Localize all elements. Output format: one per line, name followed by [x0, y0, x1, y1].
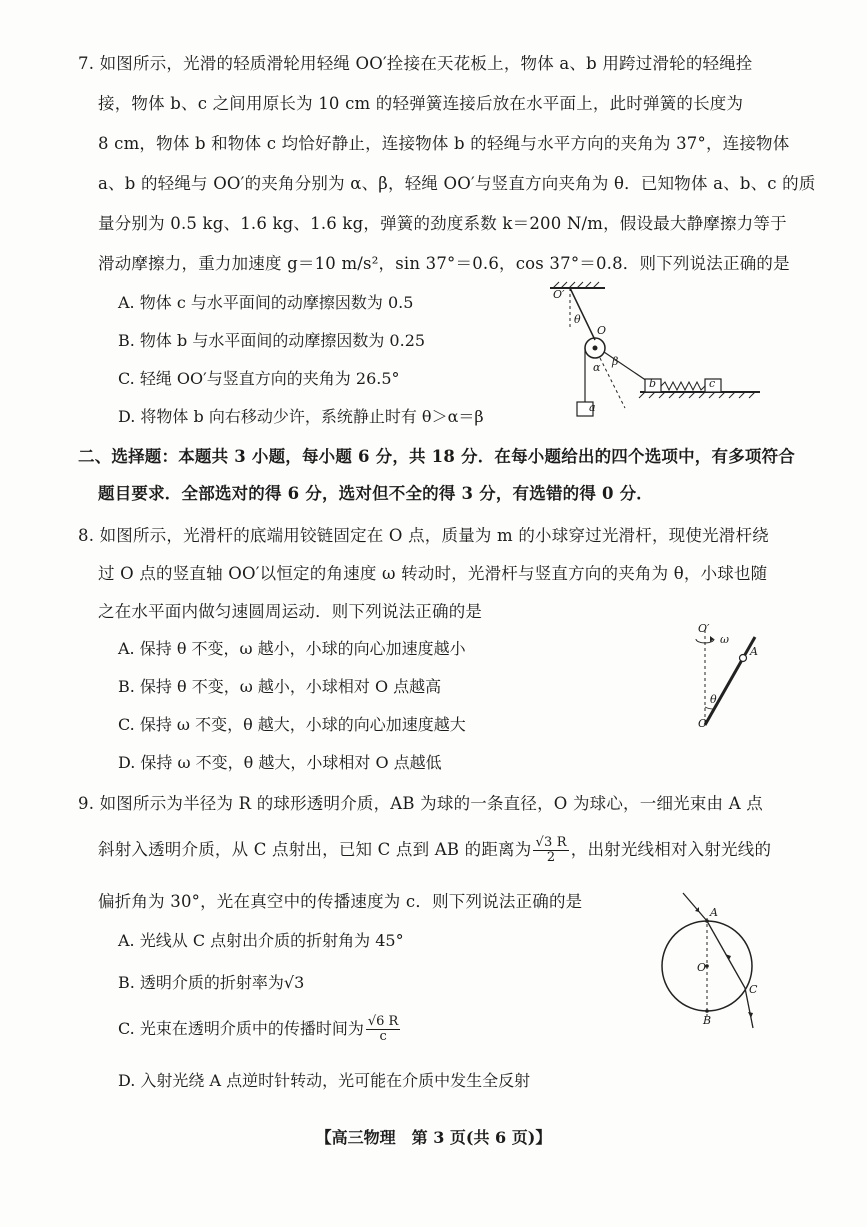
q9-figure — [655, 888, 785, 1038]
section2-line-1: 二、选择题：本题共 3 小题，每小题 6 分，共 18 分．在每小题给出的四个选项中，有多项符合 — [78, 447, 795, 466]
q7-label-alpha: α — [593, 361, 601, 374]
q7-line-4: a、b 的轻绳与 OO′的夹角分别为 α、β，轻绳 OO′与竖直方向夹角为 θ．已知物体 a、b、c 的质 — [98, 174, 816, 193]
q7-label-o: O — [597, 324, 607, 337]
q9-option-b: B. 透明介质的折射率为√3 — [118, 973, 305, 992]
page-footer: 【高三物理 第 3 页(共 6 页)】 — [315, 1128, 552, 1147]
q9-time-numerator: √6 R — [367, 1014, 399, 1029]
q8-option-c: C. 保持 ω 不变，θ 越大，小球的向心加速度越大 — [118, 715, 466, 734]
q7-label-c: c — [709, 377, 716, 390]
q8-label-a: A — [750, 645, 758, 658]
q8-label-o: O — [698, 717, 708, 730]
q9-time-denominator: c — [379, 1029, 387, 1044]
section2-line-2: 题目要求．全部选对的得 6 分，选对但不全的得 3 分，有选错的得 0 分． — [98, 484, 654, 503]
q7-line-1: 7. 如图所示，光滑的轻质滑轮用轻绳 OO′拴接在天花板上，物体 a、b 用跨过滑轮的轻绳拴 — [78, 54, 753, 73]
q9-label-o: O — [697, 961, 707, 974]
q7-label-theta: θ — [574, 313, 581, 326]
q9-label-b: B — [703, 1014, 712, 1027]
q8-line-1: 8. 如图所示，光滑杆的底端用铰链固定在 O 点，质量为 m 的小球穿过光滑杆，现使光滑杆绕 — [78, 526, 769, 545]
q8-option-d: D. 保持 ω 不变，θ 越大，小球相对 O 点越低 — [118, 753, 442, 772]
q9-option-d: D. 入射光绕 A 点逆时针转动，光可能在介质中发生全反射 — [118, 1071, 531, 1090]
q7-option-d: D. 将物体 b 向右移动少许，系统静止时有 θ＞α＝β — [118, 407, 484, 426]
q9-time-fraction — [366, 1015, 400, 1044]
q8-label-o-prime: O′ — [698, 622, 710, 635]
q9-option-c-pre: C. 光束在透明介质中的传播时间为 — [118, 1019, 364, 1038]
q7-label-o-prime: O′ — [553, 288, 565, 301]
q7-line-3: 8 cm，物体 b 和物体 c 均恰好静止，连接物体 b 的轻绳与水平方向的夹角为 37°，连接物体 — [98, 134, 790, 153]
q8-option-a: A. 保持 θ 不变，ω 越小，小球的向心加速度越小 — [118, 639, 466, 658]
q9-line-2-post: ，出射光线相对入射光线的 — [570, 840, 772, 859]
q7-figure — [545, 280, 775, 430]
q9-label-c: C — [749, 983, 758, 996]
q8-line-3: 之在水平面内做匀速圆周运动．则下列说法正确的是 — [98, 602, 483, 621]
q7-option-b: B. 物体 b 与水平面间的动摩擦因数为 0.25 — [118, 331, 426, 350]
q9-line-2 — [98, 836, 771, 865]
q7-line-5: 量分别为 0.5 kg、1.6 kg、1.6 kg，弹簧的劲度系数 k＝200 N/m，假设最大静摩擦力等于 — [98, 214, 787, 233]
q9-distance-numerator: √3 R — [535, 835, 567, 850]
q8-option-b: B. 保持 θ 不变，ω 越小，小球相对 O 点越高 — [118, 677, 442, 696]
q7-label-a: a — [589, 401, 596, 414]
q9-distance-denominator: 2 — [546, 850, 556, 865]
q9-label-a: A — [710, 906, 718, 919]
q9-line-2-pre: 斜射入透明介质，从 C 点射出，已知 C 点到 AB 的距离为 — [98, 840, 532, 859]
q9-distance-fraction — [533, 836, 568, 865]
q8-label-omega: ω — [720, 633, 729, 646]
q7-label-beta: β — [612, 355, 619, 368]
q9-option-c — [118, 1015, 402, 1044]
q7-line-2: 接，物体 b、c 之间用原长为 10 cm 的轻弹簧连接后放在水平面上，此时弹簧的长度为 — [98, 94, 744, 113]
q7-label-b: b — [649, 377, 657, 390]
q7-line-6: 滑动摩擦力，重力加速度 g＝10 m/s²，sin 37°＝0.6，cos 37°＝0.8．则下列说法正确的是 — [98, 254, 790, 273]
q7-option-c: C. 轻绳 OO′与竖直方向的夹角为 26.5° — [118, 369, 400, 388]
q8-line-2: 过 O 点的竖直轴 OO′以恒定的角速度 ω 转动时，光滑杆与竖直方向的夹角为 θ，小球也随 — [98, 564, 768, 583]
q9-line-1: 9. 如图所示为半径为 R 的球形透明介质，AB 为球的一条直径，O 为球心，一细光束由 A 点 — [78, 794, 763, 813]
q8-label-theta: θ — [710, 693, 717, 706]
q9-line-3: 偏折角为 30°，光在真空中的传播速度为 c．则下列说法正确的是 — [98, 892, 583, 911]
q9-option-a: A. 光线从 C 点射出介质的折射角为 45° — [118, 931, 404, 950]
q7-option-a: A. 物体 c 与水平面间的动摩擦因数为 0.5 — [118, 293, 414, 312]
